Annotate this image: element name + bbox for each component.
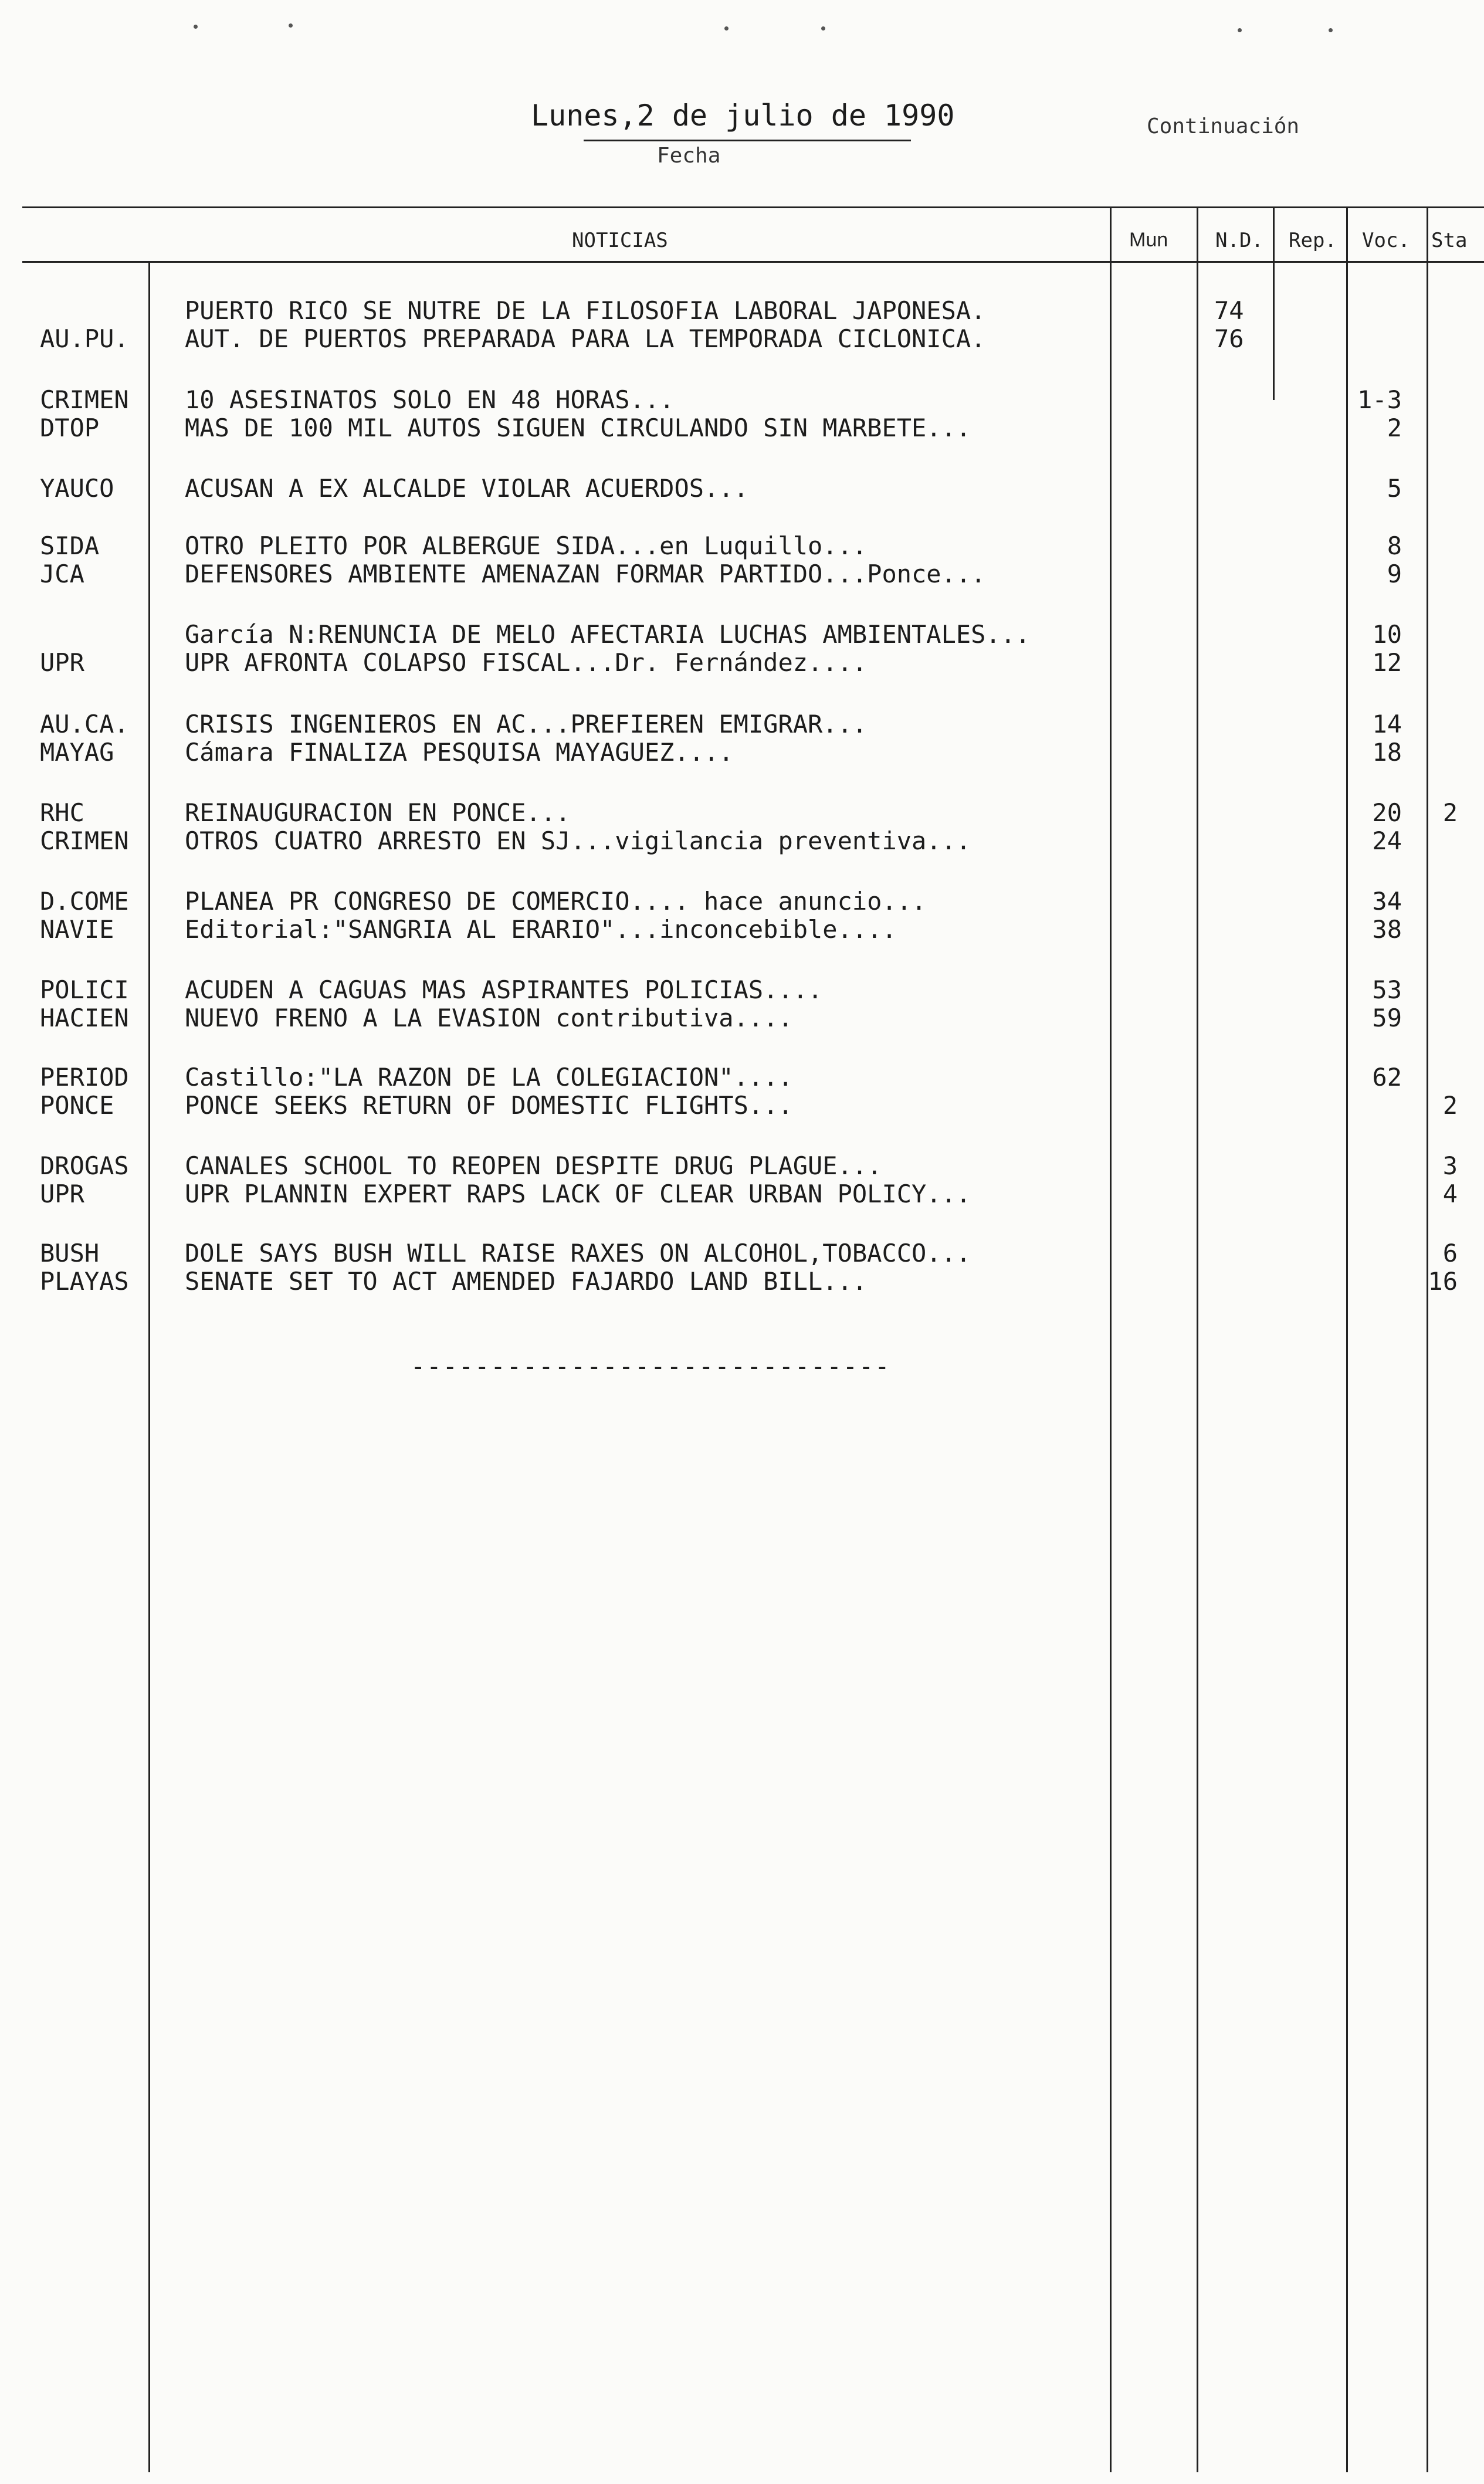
scan-speck <box>194 25 198 29</box>
row-headline: Cámara FINALIZA PESQUISA MAYAGUEZ.... <box>185 738 734 767</box>
row-sta: 2 <box>1442 798 1458 827</box>
row-tag: CRIMEN <box>40 385 129 414</box>
row-tag: AU.PU. <box>40 324 129 353</box>
row-headline: Castillo:"LA RAZON DE LA COLEGIACION".... <box>185 1063 793 1092</box>
row-headline: UPR AFRONTA COLAPSO FISCAL...Dr. Fernández.... <box>185 648 868 677</box>
row-headline: ACUDEN A CAGUAS MAS ASPIRANTES POLICIAS.... <box>185 975 823 1004</box>
row-headline: MAS DE 100 MIL AUTOS SIGUEN CIRCULANDO SIN MARBETE... <box>185 414 971 442</box>
table-header-rule <box>22 261 1484 263</box>
row-headline: PLANEA PR CONGRESO DE COMERCIO.... hace anuncio... <box>185 887 927 916</box>
row-headline: ACUSAN A EX ALCALDE VIOLAR ACUERDOS... <box>185 474 748 503</box>
row-tag: UPR <box>40 1180 84 1208</box>
row-voc: 9 <box>1387 560 1402 588</box>
row-sta: 6 <box>1442 1239 1458 1268</box>
row-sta: 3 <box>1442 1151 1458 1180</box>
row-voc: 12 <box>1372 648 1402 677</box>
row-tag: RHC <box>40 798 84 827</box>
date-label: Fecha <box>657 144 721 168</box>
row-headline: DEFENSORES AMBIENTE AMENAZAN FORMAR PARTIDO...Ponce... <box>185 560 986 588</box>
row-tag: BUSH <box>40 1239 100 1268</box>
end-separator: ------------------------------ <box>411 1352 891 1381</box>
row-voc: 2 <box>1387 414 1402 442</box>
continuation-label: Continuación <box>1147 114 1300 138</box>
row-tag: SIDA <box>40 531 100 560</box>
row-nd: 76 <box>1214 324 1244 353</box>
row-headline: UPR PLANNIN EXPERT RAPS LACK OF CLEAR URBAN POLICY... <box>185 1180 971 1208</box>
row-headline: AUT. DE PUERTOS PREPARADA PARA LA TEMPORADA CICLONICA. <box>185 324 986 353</box>
column-divider-voc <box>1346 206 1348 2472</box>
row-tag: MAYAG <box>40 738 114 767</box>
row-tag: AU.CA. <box>40 710 129 738</box>
column-header-voc: Voc. <box>1362 229 1410 252</box>
row-tag: CRIMEN <box>40 826 129 855</box>
column-divider-tag <box>148 261 150 2472</box>
row-headline: 10 ASESINATOS SOLO EN 48 HORAS... <box>185 385 675 414</box>
row-voc: 38 <box>1372 915 1402 944</box>
row-headline: NUEVO FRENO A LA EVASION contributiva.... <box>185 1004 793 1032</box>
column-divider-rep <box>1273 206 1275 400</box>
row-sta: 16 <box>1428 1267 1458 1296</box>
scan-speck <box>724 26 729 31</box>
row-headline: PUERTO RICO SE NUTRE DE LA FILOSOFIA LABORAL JAPONESA. <box>185 296 986 325</box>
row-voc: 10 <box>1372 620 1402 649</box>
row-tag: NAVIE <box>40 915 114 944</box>
date-value: Lunes,2 de julio de 1990 <box>531 99 955 133</box>
column-header-noticias: NOTICIAS <box>572 229 668 252</box>
row-tag: YAUCO <box>40 474 114 503</box>
row-voc: 1-3 <box>1357 385 1402 414</box>
row-voc: 24 <box>1372 826 1402 855</box>
row-headline: REINAUGURACION EN PONCE... <box>185 798 571 827</box>
row-tag: PERIOD <box>40 1063 129 1092</box>
column-header-sta: Sta <box>1431 229 1468 252</box>
row-tag: HACIEN <box>40 1004 129 1032</box>
row-tag: DROGAS <box>40 1151 129 1180</box>
date-underline <box>584 140 911 141</box>
row-tag: UPR <box>40 648 84 677</box>
row-headline: Editorial:"SANGRIA AL ERARIO"...inconcebible.... <box>185 915 897 944</box>
row-tag: POLICI <box>40 975 129 1004</box>
row-headline: PONCE SEEKS RETURN OF DOMESTIC FLIGHTS... <box>185 1091 793 1120</box>
row-nd: 74 <box>1214 296 1244 325</box>
row-headline: DOLE SAYS BUSH WILL RAISE RAXES ON ALCOHOL,TOBACCO... <box>185 1239 971 1268</box>
row-headline: OTROS CUATRO ARRESTO EN SJ...vigilancia preventiva... <box>185 826 971 855</box>
row-voc: 5 <box>1387 474 1402 503</box>
column-header-rep: Rep. <box>1289 229 1337 252</box>
row-headline: García N:RENUNCIA DE MELO AFECTARIA LUCHAS AMBIENTALES... <box>185 620 1031 649</box>
row-voc: 62 <box>1372 1063 1402 1092</box>
row-voc: 14 <box>1372 710 1402 738</box>
scan-speck <box>1329 28 1333 32</box>
row-voc: 53 <box>1372 975 1402 1004</box>
scan-speck <box>1238 28 1242 32</box>
row-voc: 34 <box>1372 887 1402 916</box>
column-header-nd: N.D. <box>1215 229 1263 252</box>
row-headline: CANALES SCHOOL TO REOPEN DESPITE DRUG PLAGUE... <box>185 1151 882 1180</box>
scan-speck <box>289 23 293 28</box>
column-header-mun: Mun <box>1129 229 1168 251</box>
row-voc: 8 <box>1387 531 1402 560</box>
row-tag: DTOP <box>40 414 100 442</box>
row-headline: CRISIS INGENIEROS EN AC...PREFIEREN EMIGRAR... <box>185 710 868 738</box>
row-headline: SENATE SET TO ACT AMENDED FAJARDO LAND BILL... <box>185 1267 868 1296</box>
column-divider-sta <box>1427 206 1428 2472</box>
scan-speck <box>821 26 825 31</box>
row-voc: 18 <box>1372 738 1402 767</box>
column-divider-mun <box>1110 206 1112 2472</box>
table-top-rule <box>22 206 1484 208</box>
row-tag: PONCE <box>40 1091 114 1120</box>
row-voc: 20 <box>1372 798 1402 827</box>
row-tag: D.COME <box>40 887 129 916</box>
row-tag: JCA <box>40 560 84 588</box>
row-sta: 4 <box>1442 1180 1458 1208</box>
column-divider-nd <box>1197 206 1198 2472</box>
row-headline: OTRO PLEITO POR ALBERGUE SIDA...en Luquillo... <box>185 531 868 560</box>
row-sta: 2 <box>1442 1091 1458 1120</box>
row-voc: 59 <box>1372 1004 1402 1032</box>
row-tag: PLAYAS <box>40 1267 129 1296</box>
